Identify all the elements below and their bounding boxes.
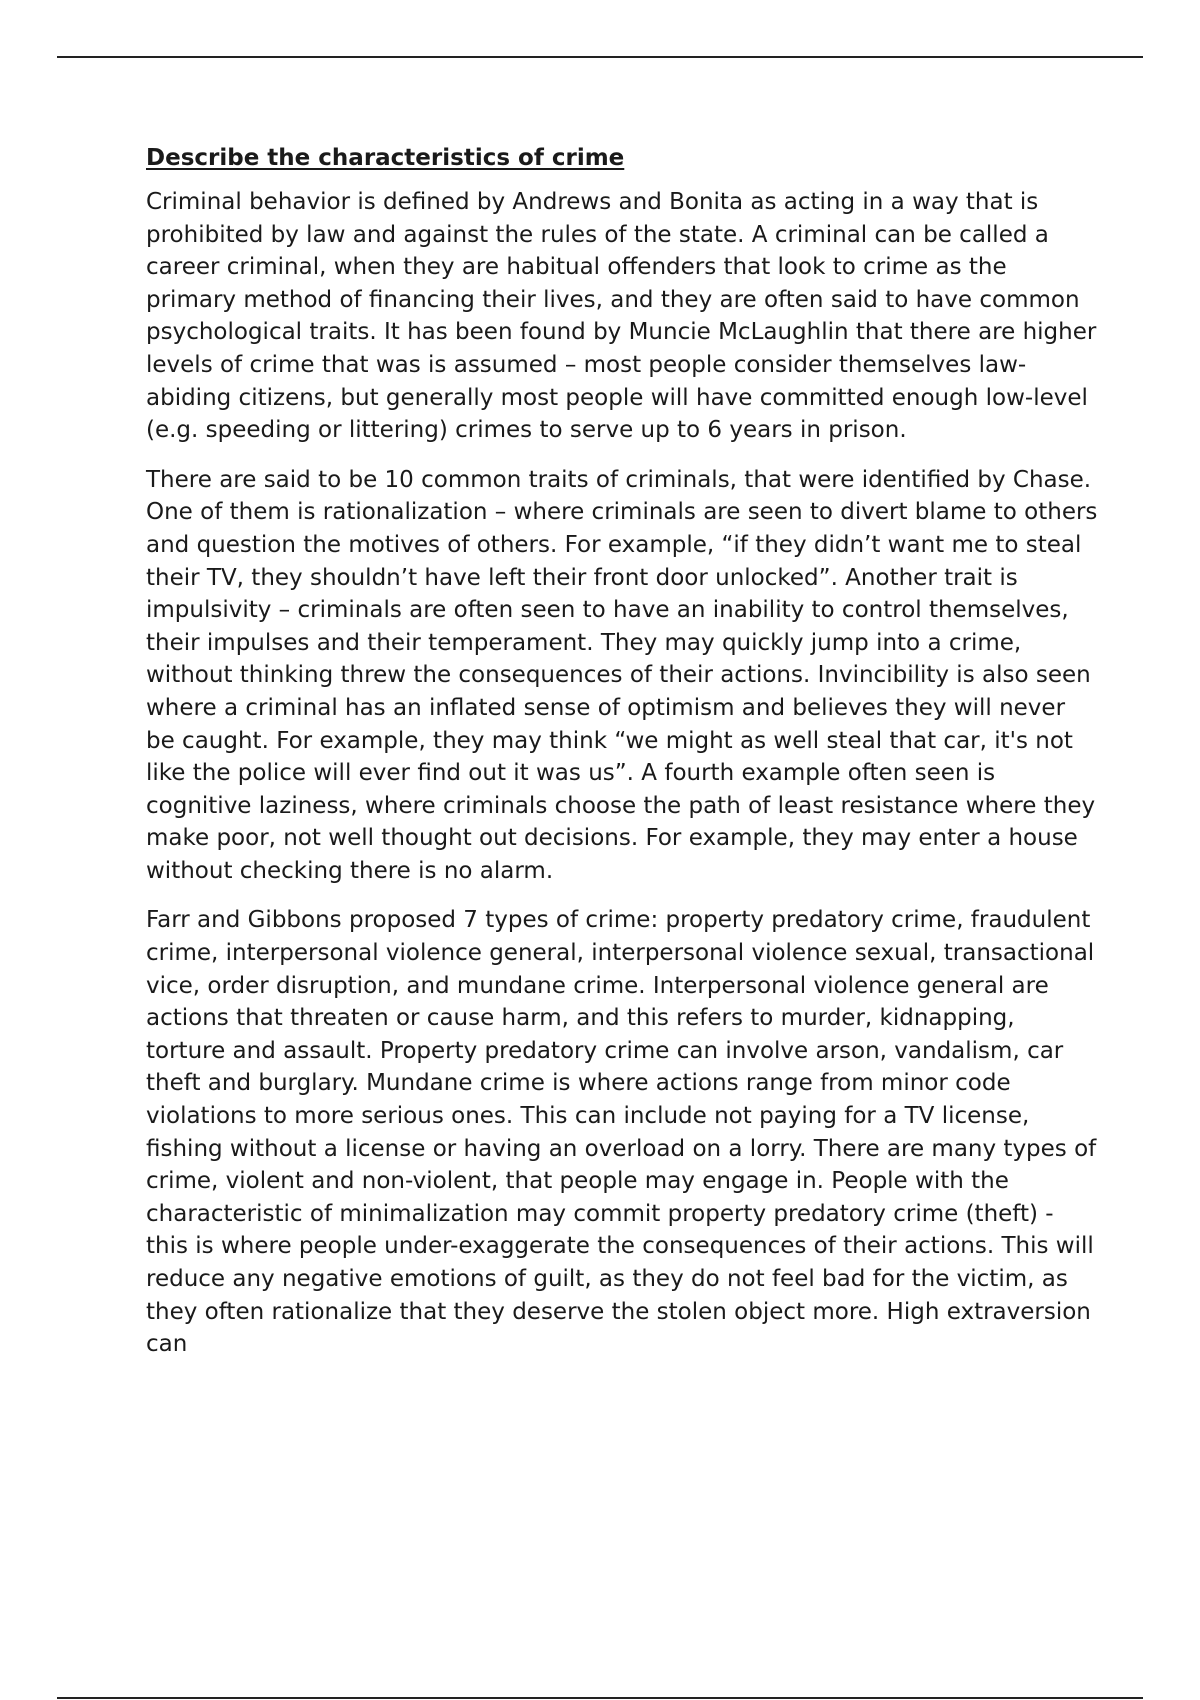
document-body xyxy=(146,142,1098,1378)
paragraph-2: There are said to be 10 common traits of criminals, that were identified by Chase. One of them is rationalization – where criminals are seen to divert blame to others and question the motives of others. For example, “if they didn’t want me to steal their TV, they shouldn’t have left their front door unlocked”. Another trait is impulsivity – criminals are often seen to have an inability to control themselves, their impulses and their temperament. They may quickly jump into a crime, without thinking threw the consequences of their actions. Invincibility is also seen where a criminal has an inflated sense of optimism and believes they will never be caught. For example, they may think “we might as well steal that car, it's not like the police will ever find out it was us”. A fourth example often seen is cognitive laziness, where criminals choose the path of least resistance where they make poor, not well thought out decisions. For example, they may enter a house without checking there is no alarm. xyxy=(146,466,1098,884)
paragraph-1: Criminal behavior is defined by Andrews and Bonita as acting in a way that is prohibited by law and against the rules of the state. A criminal can be called a career criminal, when they are habitual offenders that look to crime as the primary method of financing their lives, and they are often said to have common psychological traits. It has been found by Muncie McLaughlin that there are higher levels of crime that was is assumed – most people consider themselves law-abiding citizens, but generally most people will have committed enough low-level (e.g. speeding or littering) crimes to serve up to 6 years in prison. xyxy=(146,189,1097,444)
document-heading: Describe the characteristics of crime xyxy=(146,145,625,171)
footer-rule xyxy=(57,1697,1143,1699)
header-rule xyxy=(57,56,1143,58)
paragraph-3: Farr and Gibbons proposed 7 types of crime: property predatory crime, fraudulent crime, interpersonal violence general, interpersonal violence sexual, transactional vice, order disruption, and mundane crime. Interpersonal violence general are actions that threaten or cause harm, and this refers to murder, kidnapping, torture and assault. Property predatory crime can involve arson, vandalism, car theft and burglary. Mundane crime is where actions range from minor code violations to more serious ones. This can include not paying for a TV license, fishing without a license or having an overload on a lorry. There are many types of crime, violent and non-violent, that people may engage in. People with the characteristic of minimalization may commit property predatory crime (theft) - this is where people under-exaggerate the consequences of their actions. This will reduce any negative emotions of guilt, as they do not feel bad for the victim, as they often rationalize that they deserve the stolen object more. High extraversion can xyxy=(146,907,1097,1358)
